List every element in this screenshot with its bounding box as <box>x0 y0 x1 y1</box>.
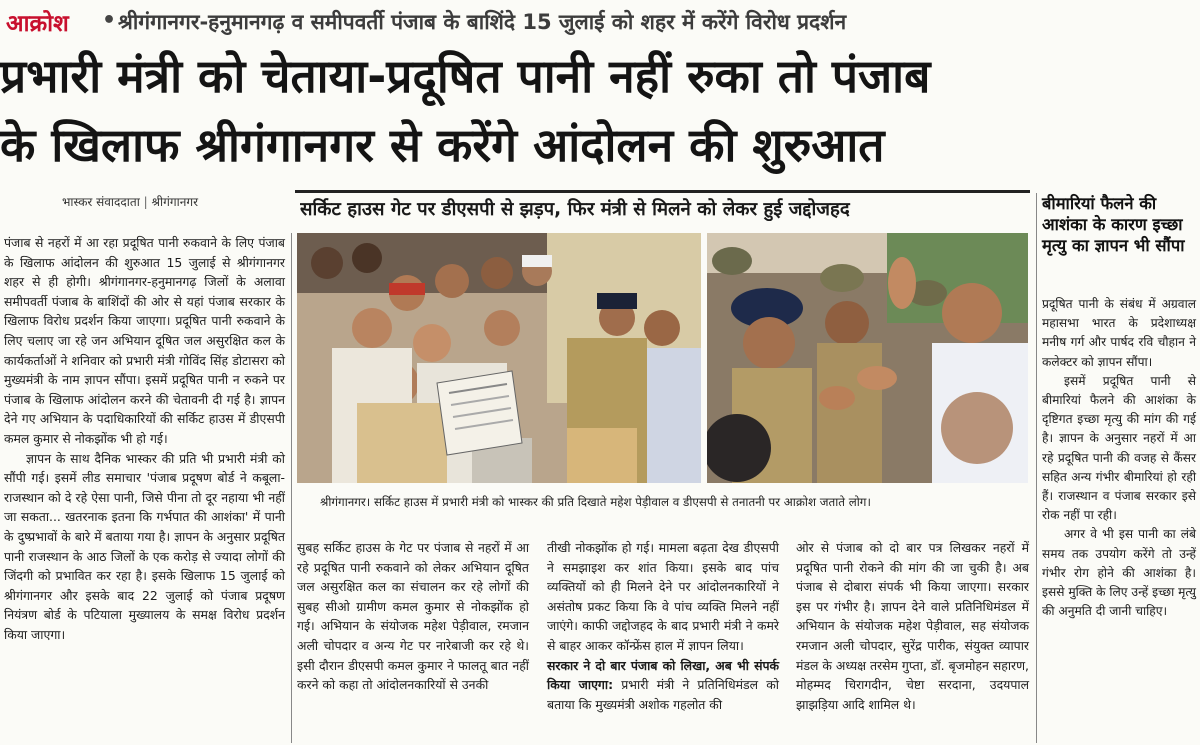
byline <box>62 193 198 210</box>
sidebar-headline: बीमारियां फैलने की आशंका के कारण इच्छा मृत्यु का ज्ञापन भी सौंपा <box>1042 194 1185 255</box>
kicker-bullet: • <box>102 8 117 33</box>
sidebar-paragraph: प्रदूषित पानी के संबंध में अग्रवाल महासभा भारत के प्रदेशाध्यक्ष मनीष गर्ग और पार्षद रवि चौहान ने कलेक्टर को ज्ञापन सौंपा। <box>1042 297 1196 369</box>
article-paragraph <box>547 656 779 715</box>
article-paragraph-text: प्रभारी मंत्री ने प्रतिनिधिमंडल को बताया कि मुख्यमंत्री अशोक गहलोत की <box>547 677 779 712</box>
kicker-line <box>0 0 1200 44</box>
article-paragraph: पंजाब से नहरों में आ रहा प्रदूषित पानी रुकवाने के लिए पंजाब के खिलाफ आंदोलन की शुरुआत 15 जुलाई से श्रीगंगानगर शहर से ही होगी। श्रीगंगानगर-हनुमानगढ़ जिलों के अलावा समीपवर्ती पंजाब के बाशिंदों की ओर से यहां पंजाब सरकार के खिलाफ विरोध प्रदर्शन किया जाएगा। प्रदूषित पानी रुकवाने के लिए चलाए जा रहे जन अभियान दूषित जल असुरक्षित कल के कार्यकर्ताओं ने शनिवार को प्रभारी मंत्री गोविंद सिंह डोटासरा को मुख्यमंत्री के नाम ज्ञापन सौंपा। इसमें प्रदूषित पानी न रुकने पर पंजाब के खिलाफ आंदोलन करने की चेतावनी दी गई है। ज्ञापन देने गए अभियान के पदाधिकारियों की सर्किट हाउस में डीएसपी कमल कुमार से नोकझोंक भी हो गई। <box>4 235 285 446</box>
article-column-2 <box>297 538 529 695</box>
headline-line-2: के खिलाफ श्रीगंगानगर से करेंगे आंदोलन की शुरुआत <box>0 118 885 172</box>
sidebar-column <box>1042 295 1196 621</box>
headline-line-1: प्रभारी मंत्री को चेताया-प्रदूषित पानी नहीं रुका तो पंजाब <box>0 49 931 103</box>
news-photo-minister <box>297 233 701 483</box>
news-photo-minister-image <box>297 233 701 483</box>
article-paragraph: सुबह सर्किट हाउस के गेट पर पंजाब से नहरों में आ रहे प्रदूषित पानी रुकवाने को लेकर अभियान दूषित जल असुरक्षित कल का संचालन कर रहे लोगों की सुबह सीओ ग्रामीण कमल कुमार से नोकझोंक हो गई। अभियान के संयोजक महेश पेड़ीवाल, रमजान अली चोपदार व अन्य गेट पर नारेबाजी कर रहे थे। इसी दौरान डीएसपी कमल कुमार ने फालतू बात नहीं करने को कहा तो आंदोलनकारियों से उनकी <box>297 540 529 693</box>
photo-section-rule <box>295 190 1030 193</box>
subhead-lead: सरकार ने दो बार पंजाब को लिखा, अब भी संपर्क किया जाएगा: <box>547 657 779 693</box>
news-photo-protest-image <box>707 233 1028 483</box>
article-column-4 <box>796 538 1029 714</box>
photo-headline: सर्किट हाउस गेट पर डीएसपी से झड़प, फिर मंत्री से मिलने को लेकर हुई जद्दोजहद <box>300 199 850 220</box>
column-divider <box>291 233 292 743</box>
news-photo-protest <box>707 233 1028 483</box>
article-paragraph: ओर से पंजाब को दो बार पत्र लिखकर नहरों में प्रदूषित पानी रोकने की मांग की जा चुकी है। अब पंजाब से दोबारा संपर्क भी किया जाएगा। सरकार इस पर गंभीर है। ज्ञापन देने वाले प्रतिनिधिमंडल में अभियान के संयोजक महेश पेड़ीवाल, सह संयोजक रमजान अली चोपदार, सुरेंद्र पारीक, संयुक्त व्यापार मंडल के अध्यक्ष तरसेम गुप्ता, डॉ. बृजमोहन सहारण, मोहम्मद चिरागदीन, चेष्टा सरदाना, उदयपाल झाझड़िया आदि शामिल थे। <box>796 540 1029 712</box>
article-column-1 <box>4 233 285 644</box>
article-column-3 <box>547 538 779 714</box>
article-paragraph: ज्ञापन के साथ दैनिक भास्कर की प्रति भी प्रभारी मंत्री को सौंपी गई। इसमें लीड समाचार 'पंजाब प्रदूषण बोर्ड ने कबूला-राजस्थान को दे रहे ऐसा पानी, जिसे पीना तो दूर नहाया भी नहीं जा सकता... खतरनाक इतना कि गर्भपात की आशंका' में पानी के दुष्प्रभावों के बारे में बताया गया है। ज्ञापन के अनुसार प्रदूषित पानी राजस्थान के आठ जिलों के एक करोड़ से ज्यादा लोगों की जिंदगी को प्रभावित कर रहा है। इसके खिलाफ 15 जुलाई को श्रीगंगानगर और इसके बाद 22 जुलाई को पंजाब प्रदूषण नियंत्रण बोर्ड के पटियाला मुख्यालय के समक्ष विरोध प्रदर्शन किया जाएगा। <box>4 450 285 642</box>
sidebar-divider <box>1036 193 1037 743</box>
byline-separator: | <box>143 195 148 209</box>
sidebar-paragraph: अगर वे भी इस पानी का लंबे समय तक उपयोग करेंगे तो उन्हें गंभीर रोग होने की आशंका है। इससे मुक्ति के लिए उन्हें इच्छा मृत्यु की अनुमति दी जानी चाहिए। <box>1042 527 1197 619</box>
kicker-text: श्रीगंगानगर-हनुमानगढ़ व समीपवर्ती पंजाब के बाशिंदे 15 जुलाई को शहर में करेंगे विरोध प्रदर्शन <box>118 10 847 34</box>
photo-caption: श्रीगंगानगर। सर्किट हाउस में प्रभारी मंत्री को भास्कर की प्रति दिखाते महेश पेड़ीवाल व डीएसपी से तनातनी पर आक्रोश जताते लोग। <box>320 495 871 509</box>
byline-place: श्रीगंगानगर <box>151 195 199 209</box>
sidebar-paragraph: इसमें प्रदूषित पानी से बीमारियां फैलने की आशंका के दृष्टिगत इच्छा मृत्यु की मांग की गई है। ज्ञापन के अनुसार नहरों में आ रहे प्रदूषित पानी की वजह से कैंसर सहित अन्य गंभीर बीमारियां हो रही हैं। राजस्थान व पंजाब सरकार इसे रोक नहीं पा रही। <box>1042 373 1196 523</box>
kicker-tag: आक्रोश <box>6 11 69 37</box>
byline-reporter: भास्कर संवाददाता <box>62 195 140 209</box>
article-paragraph: तीखी नोकझोंक हो गई। मामला बढ़ता देख डीएसपी ने समझाइश कर शांत किया। इसके बाद पांच व्यक्तियों को ही मिलने देने पर आंदोलनकारियों ने असंतोष प्रकट किया कि वे पांच व्यक्ति मिलने नहीं जाएंगे। काफी जद्दोजहद के बाद प्रभारी मंत्री ने कमरे से बाहर आकर कॉन्फ्रेंस हाल में ज्ञापन लिया। <box>547 540 779 653</box>
